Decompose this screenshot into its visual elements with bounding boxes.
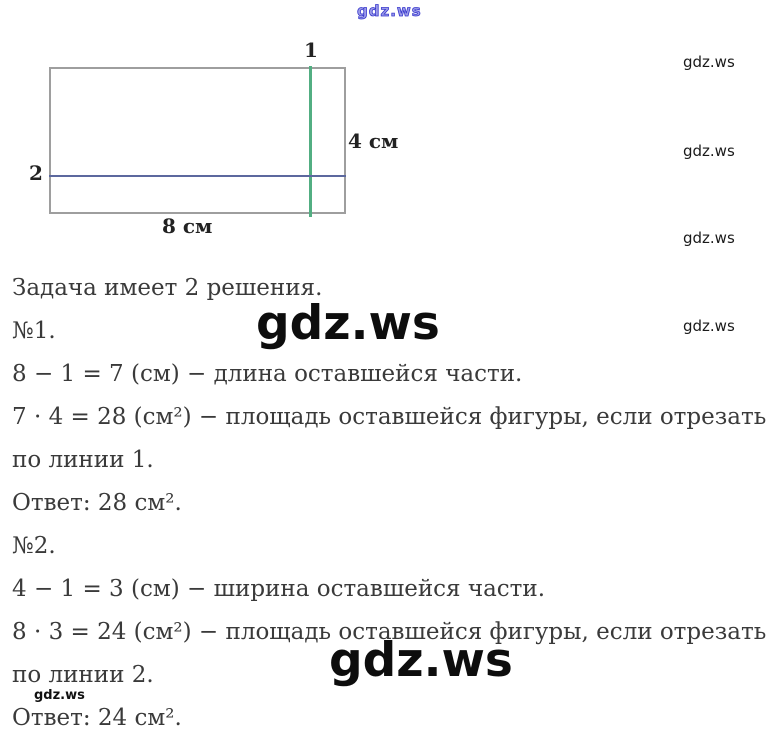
- cut-line-2-label: 2: [29, 161, 43, 185]
- width-dimension-label: 8 см: [162, 214, 213, 238]
- solution-line-step1-1: 8 − 1 = 7 (см) − длина оставшейся части.: [12, 361, 523, 387]
- solution-line-step2-2: 8 · 3 = 24 (см²) − площадь оставшейся фигуры, если отрезать: [12, 619, 767, 645]
- rectangle-diagram: [0, 0, 776, 260]
- cut-line-2: [49, 175, 346, 177]
- height-dimension-label: 4 см: [348, 129, 399, 153]
- solution-line-answer1: Ответ: 28 см².: [12, 490, 182, 516]
- rectangle: [49, 67, 346, 214]
- watermark-footer: gdz.ws: [34, 688, 85, 703]
- watermark-side-4: gdz.ws: [683, 317, 735, 335]
- solution-line-step2-3: по линии 2.: [12, 662, 154, 688]
- cut-line-1: [309, 66, 312, 217]
- solution-line-step2-1: 4 − 1 = 3 (см) − ширина оставшейся части.: [12, 576, 546, 602]
- watermark-side-3: gdz.ws: [683, 229, 735, 247]
- solution-line-intro: Задача имеет 2 решения.: [12, 275, 323, 301]
- solution-line-step1-2: 7 · 4 = 28 (см²) − площадь оставшейся фигуры, если отрезать: [12, 404, 767, 430]
- watermark-side-2: gdz.ws: [683, 142, 735, 160]
- watermark-side-1: gdz.ws: [683, 53, 735, 71]
- watermark-top: gdz.ws: [357, 2, 422, 20]
- solution-line-no2: №2.: [12, 533, 56, 559]
- solution-line-answer2: Ответ: 24 см².: [12, 705, 182, 731]
- solution-line-no1: №1.: [12, 318, 56, 344]
- watermark-big-2: gdz.ws: [329, 633, 513, 688]
- watermark-big-1: gdz.ws: [256, 296, 440, 351]
- cut-line-1-label: 1: [304, 38, 318, 62]
- solution-line-step1-3: по линии 1.: [12, 447, 154, 473]
